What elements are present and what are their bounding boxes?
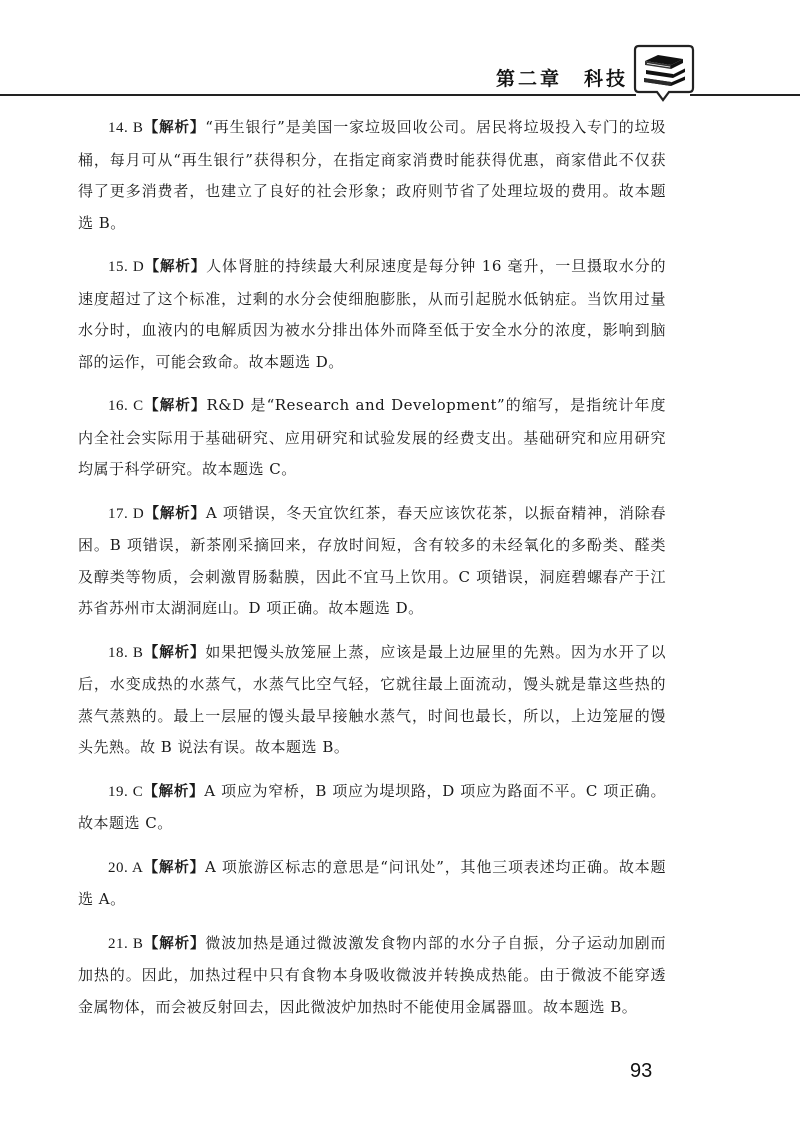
answer-15	[78, 251, 666, 378]
answer-number: 14. B	[108, 120, 144, 136]
answer-number: 18. B	[108, 644, 144, 661]
answer-text: R&D 是“Research and Development”的缩写，是指统计年度内全社会实际用于基础研究、应用研究和试验发展的经费支出。基础研究和应用研究均属于科学研究。故本题选 C。	[78, 396, 666, 478]
answer-text: A 项应为窄桥，B 项应为堤坝路，D 项应为路面不平。C 项正确。故本题选 C。	[78, 781, 667, 832]
answer-number: 15. D	[108, 259, 145, 275]
analysis-tag: 【解析】	[143, 120, 206, 136]
answer-14	[78, 112, 666, 239]
stacked-books-icon	[633, 44, 695, 104]
analysis-tag: 【解析】	[143, 644, 206, 661]
answer-16	[78, 390, 666, 486]
analysis-tag: 【解析】	[143, 859, 205, 876]
page-number: 93	[630, 1060, 653, 1082]
header-rule-right	[690, 94, 800, 96]
answer-number: 19. C	[108, 783, 144, 800]
answer-text: A 项错误，冬天宜饮红茶，春天应该饮花茶，以振奋精神，消除春困。B 项错误，新茶刚采摘回来，存放时间短，含有较多的未经氧化的多酚类、醛类及醇类等物质，会刺激胃肠黏膜，因此不宜马上饮用。C 项错误，洞庭碧螺春产于江苏省苏州市太湖洞庭山。D 项正确。故本题选 D。	[78, 503, 667, 617]
page-header	[0, 0, 800, 100]
answer-explanations	[78, 112, 666, 1035]
chapter-title: 第二章 科技	[495, 68, 628, 90]
answer-18	[78, 637, 666, 764]
answer-17	[78, 498, 666, 625]
answer-20	[78, 852, 666, 916]
answer-number: 21. B	[108, 935, 144, 952]
answer-number: 17. D	[108, 505, 145, 522]
answer-text: 微波加热是通过微波激发食物内部的水分子自振，分子运动加剧而加热的。因此，加热过程中只有食物本身吸收微波并转换成热能。由于微波不能穿透金属物体，而会被反射回去，因此微波炉加热时不能使用金属器皿。故本题选 B。	[78, 933, 666, 1016]
answer-text: A 项旅游区标志的意思是“问讯处”，其他三项表述均正确。故本题选 A。	[78, 857, 666, 908]
analysis-tag: 【解析】	[144, 259, 207, 275]
header-rule	[0, 94, 636, 96]
answer-19	[78, 776, 666, 840]
analysis-tag: 【解析】	[143, 935, 206, 952]
answer-text: 人体肾脏的持续最大利尿速度是每分钟 16 毫升，一旦摄取水分的速度超过了这个标准，过剩的水分会使细胞膨胀，从而引起脱水低钠症。当饮用过量水分时，血液内的电解质因为被水分排出体外而降至低于安全水分的浓度，影响到脑部的运作，可能会致命。故本题选 D。	[78, 257, 666, 371]
answer-number: 20. A	[108, 859, 144, 876]
analysis-tag: 【解析】	[143, 783, 205, 800]
answer-21	[78, 928, 666, 1024]
answer-number: 16. C	[108, 398, 144, 414]
answer-text: 如果把馒头放笼屉上蒸，应该是最上边屉里的先熟。因为水开了以后，水变成热的水蒸气，水蒸气比空气轻，它就往最上面流动，馒头就是靠这些热的蒸气蒸熟的。最上一层屉的馒头最早接触水蒸气，时间也最长，所以，上边笼屉的馒头先熟。故 B 说法有误。故本题选 B。	[78, 642, 666, 756]
answer-text: “再生银行”是美国一家垃圾回收公司。居民将垃圾投入专门的垃圾桶，每月可从“再生银行”获得积分，在指定商家消费时能获得优惠，商家借此不仅获得了更多消费者，也建立了良好的社会形象；政府则节省了处理垃圾的费用。故本题选 B。	[78, 118, 667, 232]
analysis-tag: 【解析】	[144, 505, 206, 522]
analysis-tag: 【解析】	[143, 398, 207, 414]
